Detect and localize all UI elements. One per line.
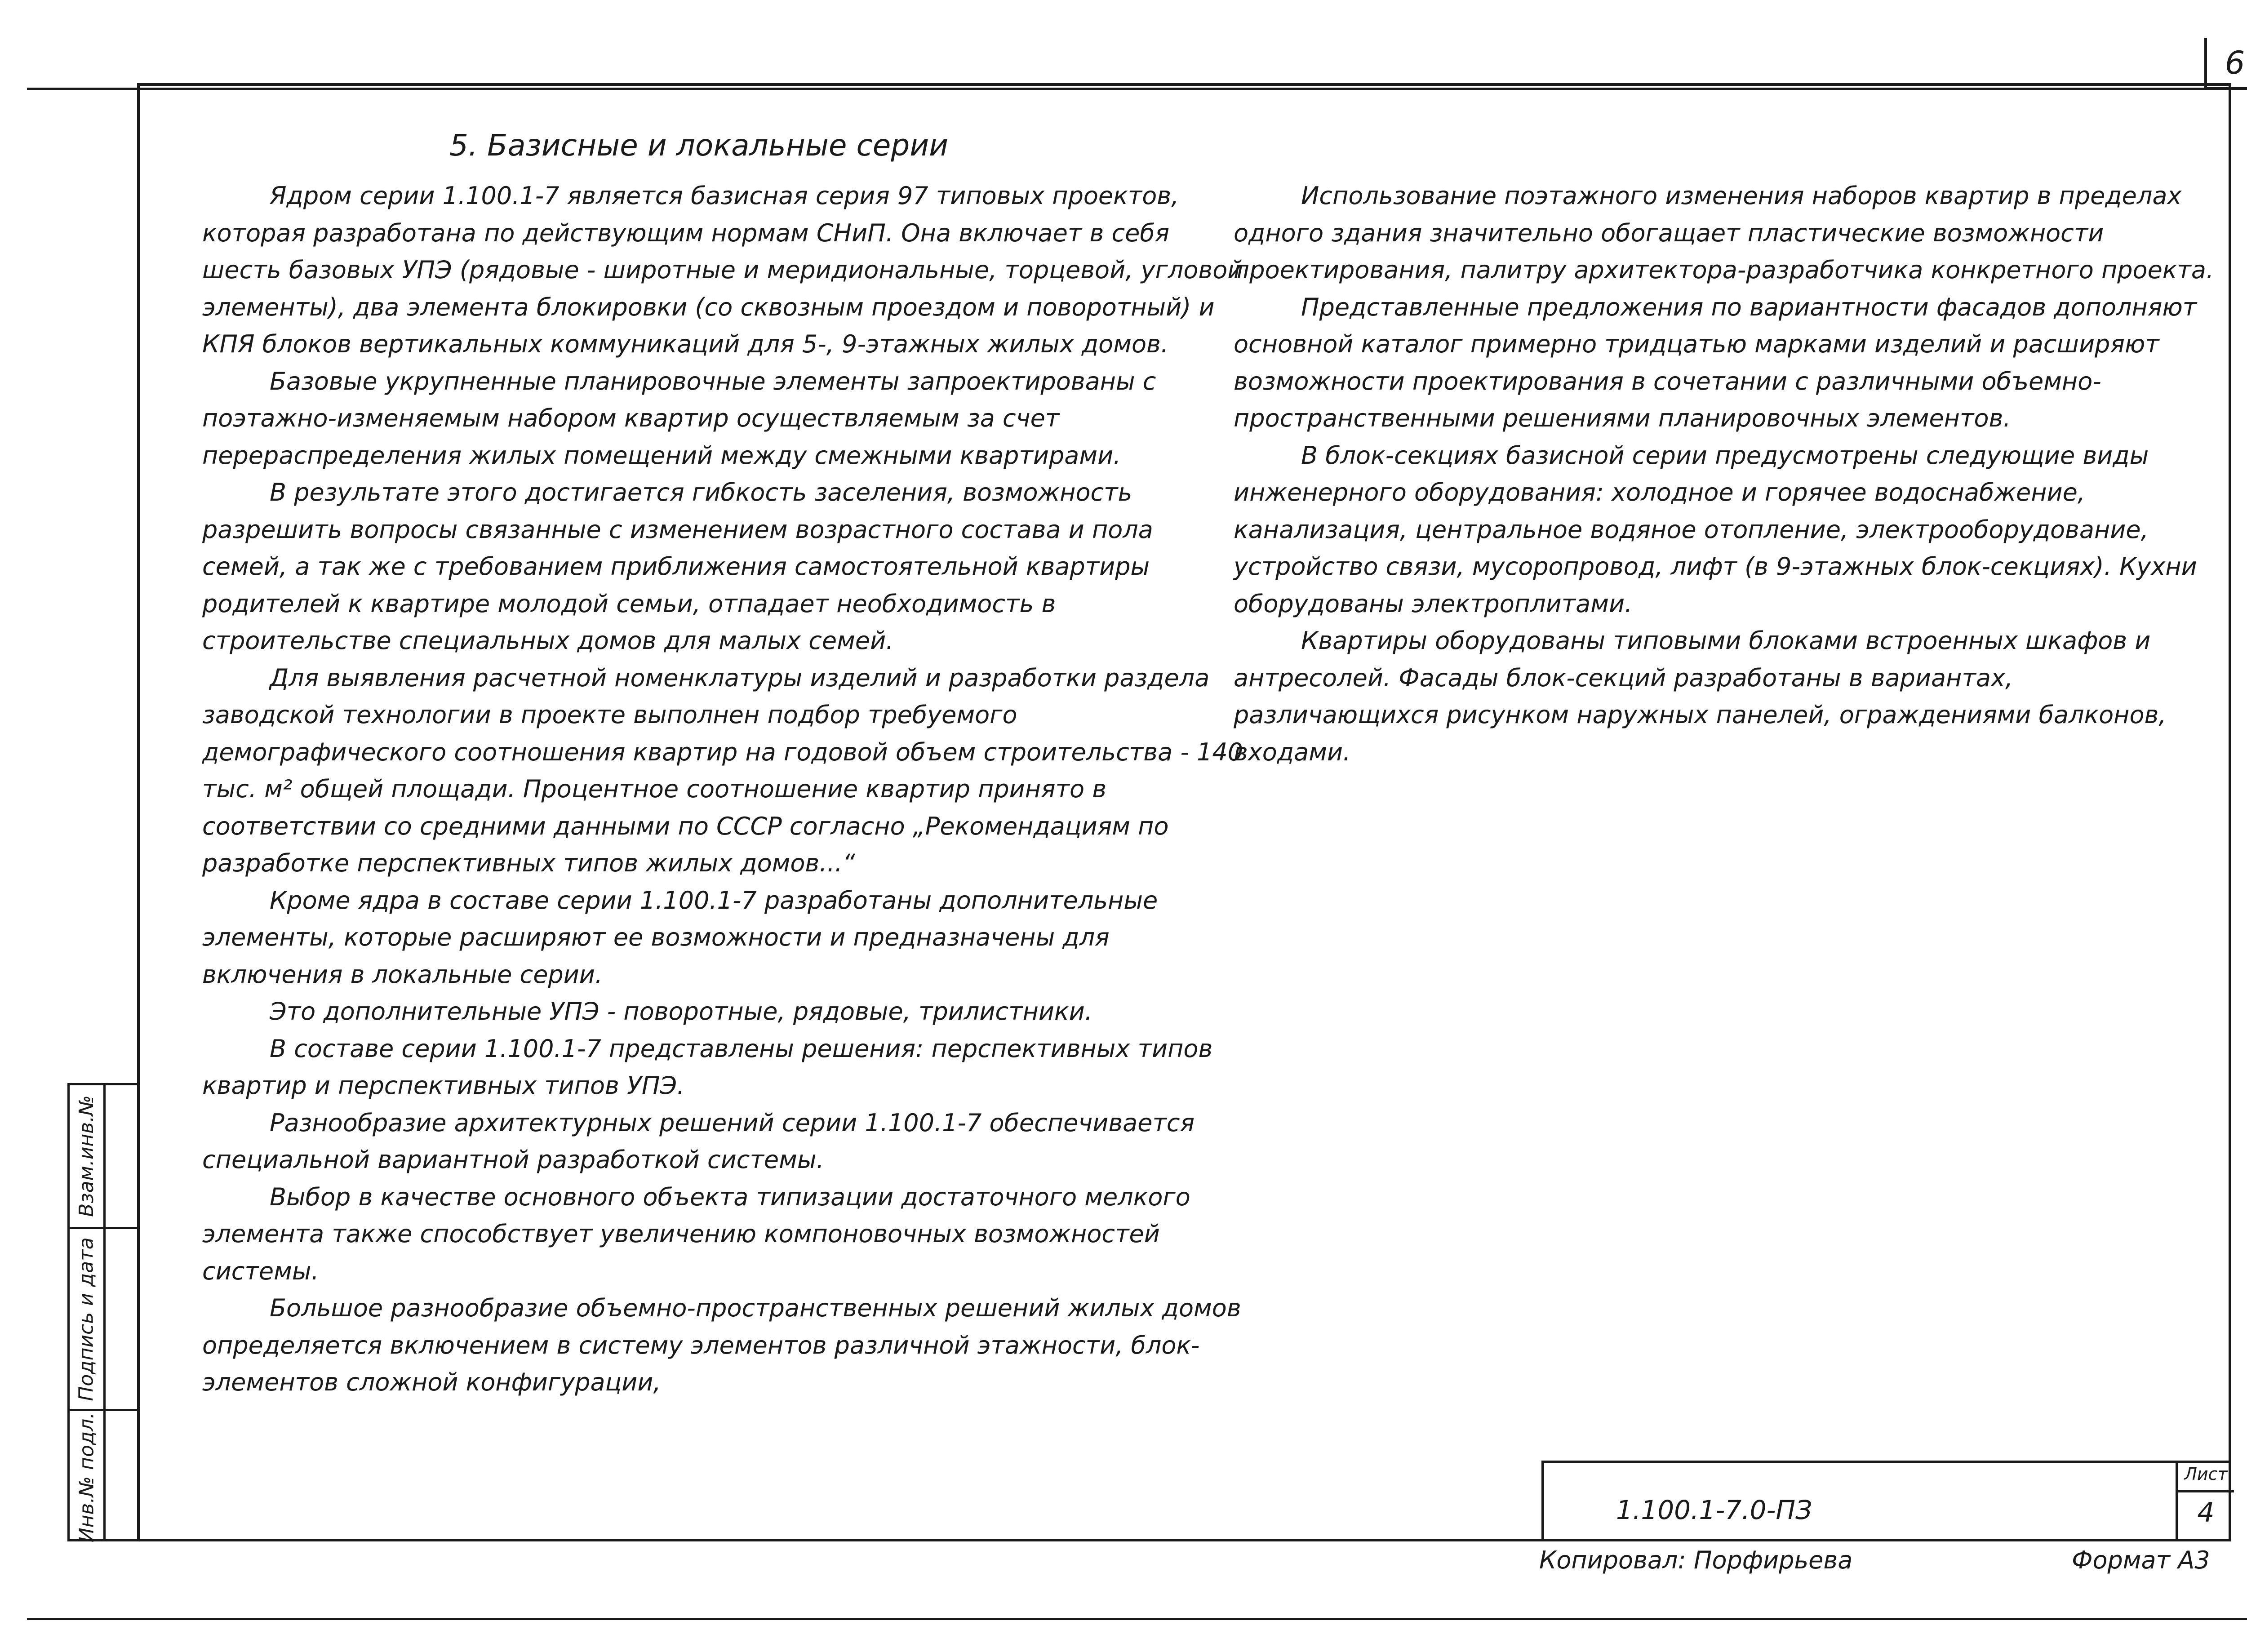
paper-format: Формат А3 xyxy=(2072,1546,2210,1574)
sheet-number: 4 xyxy=(2197,1497,2215,1528)
left-paragraph: Ядром серии 1.100.1-7 является базисная серия 97 типовых проектов, которая разработана по действующим нормам СНиП. Она включает в себя шесть базовых УПЭ (рядовые - широтные и меридиональные, торцевой, угловой элементы), два элемента блокировки (со сквозным проездом и поворотный) и КПЯ блоков вертикальных коммуникаций для 5-, 9-этажных жилых домов. xyxy=(202,182,1243,358)
sheet-label: Лист xyxy=(2184,1464,2228,1484)
page-number-text: 6 xyxy=(2225,44,2245,81)
copied-by: Копировал: Порфирьева xyxy=(1539,1546,1853,1574)
left-paragraph: Для выявления расчетной номенклатуры изделий и разработки раздела заводской технологии в проекте выполнен подбор требуемого демографического соотношения квартир на годовой объем строительства - 140 тыс. м² общей площади. Процентное соотношение квартир принято в соответствии со средними данными по СССР согласно „Рекомендациям по разработке перспективных типов жилых домов...“ xyxy=(202,663,1243,877)
title-block xyxy=(1541,1461,2231,1541)
left-paragraph: Базовые укрупненные планировочные элементы запроектированы с поэтажно-изменяемым набором квартир осуществляемым за счет перераспределения жилых помещений между смежными квартирами. xyxy=(202,367,1156,470)
left-paragraph: В результате этого достигается гибкость заселения, возможность разрешить вопросы связанные с изменением возрастного состава и пола семей, а так же с требованием приближения самостоятельной квартиры родителей к квартире молодой семьи, отпадает необходимость в строительстве специальных домов для малых семей. xyxy=(202,478,1153,655)
section-title: 5. Базисные и локальные серии xyxy=(449,128,949,163)
right-paragraph: В блок-секциях базисной серии предусмотрены следующие виды инженерного оборудования: холодное и горячее водоснабжение, канализация, центральное водяное отопление, электрооборудование, устройство связи, мусоропровод, лифт (в 9-этажных блок-секциях). Кухни оборудованы электроплитами. xyxy=(1234,441,2197,618)
right-paragraph: Квартиры оборудованы типовыми блоками встроенных шкафов и антресолей. Фасады блок-секций разработаны в вариантах, различающихся рисунком наружных панелей, ограждениями балконов, входами. xyxy=(1234,626,2167,766)
right-column xyxy=(1234,178,2222,771)
left-column xyxy=(202,178,1245,1401)
side-label-podpis-data: Подпись и дата xyxy=(75,1237,98,1401)
bottom-border-line xyxy=(27,1618,2247,1620)
left-paragraph: Кроме ядра в составе серии 1.100.1-7 разработаны дополнительные элементы, которые расширяют ее возможности и предназначены для включения в локальные серии. xyxy=(202,886,1158,989)
document-code: 1.100.1-7.0-ПЗ xyxy=(1616,1495,1812,1525)
left-paragraph: Большое разнообразие объемно-пространственных решений жилых домов определяется включением в систему элементов различной этажности, блок-элементов сложной конфигурации, xyxy=(202,1294,1241,1396)
side-label-vzam-inv: Взам.инв.№ xyxy=(75,1095,98,1217)
left-paragraph: В составе серии 1.100.1-7 представлены решения: перспективных типов квартир и перспективных типов УПЭ. xyxy=(202,1034,1213,1100)
right-paragraph: Использование поэтажного изменения наборов квартир в пределах одного здания значительно обогащает пластические возможности проектирования, палитру архитектора-разработчика конкретного проекта. xyxy=(1234,182,2214,284)
left-paragraph: Это дополнительные УПЭ - поворотные, рядовые, трилистники. xyxy=(270,997,1092,1026)
side-stamp xyxy=(67,1083,139,1541)
left-paragraph: Выбор в качестве основного объекта типизации достаточного мелкого элемента также способствует увеличению компоновочных возможностей системы. xyxy=(202,1182,1190,1285)
right-paragraph: Представленные предложения по вариантности фасадов дополняют основной каталог примерно тридцатью марками изделий и расширяют возможности проектирования в сочетании с различными объемно-пространственными решениями планировочных элементов. xyxy=(1234,293,2197,432)
left-paragraph: Разнообразие архитектурных решений серии 1.100.1-7 обеспечивается специальной вариантной разработкой системы. xyxy=(202,1108,1195,1174)
page-number xyxy=(2204,38,2247,90)
side-label-inv-podl: Инв.№ подл. xyxy=(75,1412,98,1543)
